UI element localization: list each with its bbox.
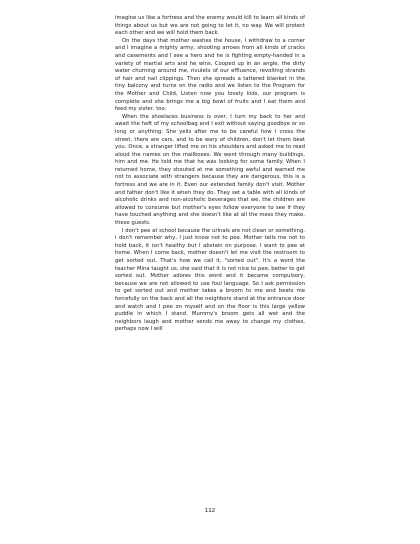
page-number: 112 <box>204 508 216 514</box>
paragraph-2: On the days that mother washes the house, I withdraw to a corner and I imagine a mighty army, shooting arrows from all kinds of cracks and casements and I see a hero and he is fighting empty-handed in a variety of martial arts and he wins. Cooped up in an angle, the dirty water churning around me, rivulets of our effluence, revolting strands of hair and nail clippings. Then she spreads a tattered blanket in the tiny balcony and turns on the radio and we listen to the Program for the Mother and Child, Listen now you lovely kids, our program is complete and she brings me a big bowl of fruits and I eat them and feed my sister, too. <box>115 37 305 113</box>
paragraph-3: When the shoelaces business is over, I turn my back to her and await the heft of my schoolbag and I exit without saying goodbye or so long or anything. She yells after me to be careful how I cross the street, there are cars, and to be wary of children, don't let them beat you. Once, a stranger lifted me on his shoulders and asked me to read aloud the names on the mailboxes. We went through many buildings, him and me. He told me that he was looking for some family. When I returned home, they shouted at me something awful and warned me not to associate with strangers because they are dangerous, this is a fortress and we are in it. Even our extended family don't visit. Mother and father don't like it when they do. They set a table with all kinds of alcoholic drinks and non-alcoholic beverages that we, the children are allowed to consume but mother's eyes follow everyone to see if they have touched anything and she doesn't like at all the mess they make, these guests. <box>115 113 305 227</box>
body-text <box>115 15 305 334</box>
paragraph-1: imagine us like a fortress and the enemy would kill to learn all kinds of things about us but we are not going to let it, no way. We will protect each other and we will hold them back. <box>115 15 305 37</box>
paragraph-4: I don't pee at school because the urinals are not clean or something. I don't remember why, I just know not to pee. Mother tells me not to hold back, it isn't healthy but I abstain on purpose. I want to pee at home. When I come back, mother doesn't let me visit the restroom to get sorted out. That's how we call it, "sorted out". It's a word the teacher Mina taught us, she said that it is not nice to pee, better to get sorted out. Mother adores this word and it became compulsory, because we are not allowed to use foul language. So I ask permission to get sorted out and mother takes a broom to me and beats me forcefully on the back and all the neighbors stand at the entrance door and watch and I pee on myself and on the floor is this large yellow puddle in which I stand. Mummy's broom gets all wet and the neighbors laugh and mother sends me away to change my clothes, perhaps now I will <box>115 227 305 333</box>
